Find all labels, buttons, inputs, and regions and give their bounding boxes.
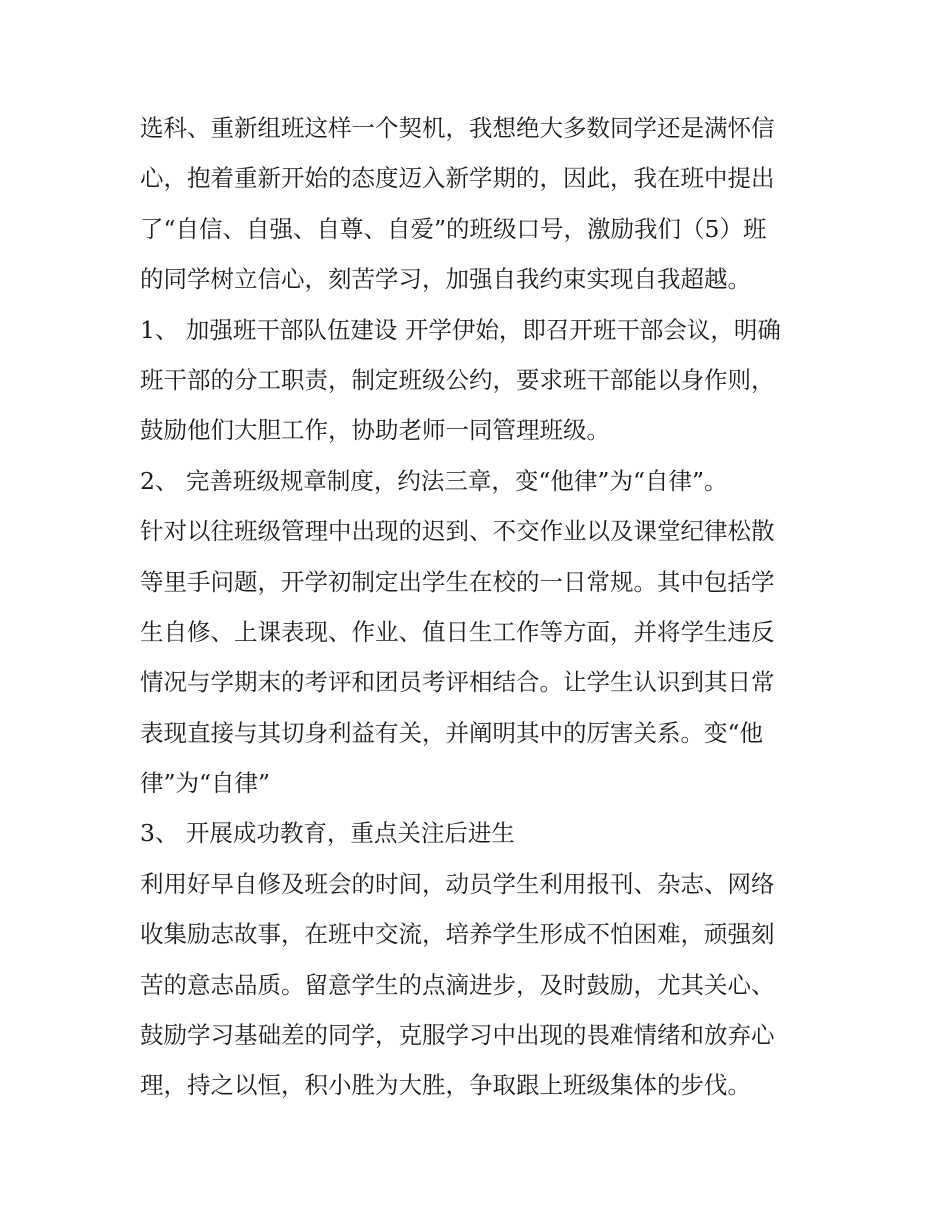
- text-line: 鼓励他们大胆工作，协助老师一同管理班级。: [140, 416, 610, 445]
- text-line: 表现直接与其切身利益有关，并阐明其中的厉害关系。变“他: [140, 718, 764, 747]
- body-text: [140, 103, 830, 1111]
- text-line: 理，持之以恒，积小胜为大胜，争取跟上班级集体的步伐。: [140, 1071, 751, 1100]
- text-line: 选科、重新组班这样一个契机，我想绝大多数同学还是满怀信: [140, 114, 775, 142]
- text-line: 律”为“自律”: [140, 769, 271, 798]
- text-line: 收集励志故事，在班中交流，培养学生形成不怕困难，顽强刻: [140, 920, 775, 949]
- text-line: 等里手问题，开学初制定出学生在校的一日常规。其中包括学: [140, 567, 775, 596]
- list-item-heading-1: 1、 加强班干部队伍建设 开学伊始，即召开班干部会议，明确: [140, 315, 781, 344]
- list-item-heading-3: 3、 开展成功教育，重点关注后进生: [140, 819, 515, 848]
- text-line: 的同学树立信心，刻苦学习，加强自我约束实现自我超越。: [140, 265, 751, 294]
- text-line: 苦的意志品质。留意学生的点滴进步，及时鼓励，尤其关心、: [140, 970, 775, 999]
- text-line: 心，抱着重新开始的态度迈入新学期的，因此，我在班中提出: [140, 164, 775, 193]
- text-line: 情况与学期末的考评和团员考评相结合。让学生认识到其日常: [140, 668, 775, 697]
- text-line: 利用好早自修及班会的时间，动员学生利用报刊、杂志、网络: [140, 869, 775, 898]
- text-line: 针对以往班级管理中出现的迟到、不交作业以及课堂纪律松散: [140, 517, 775, 546]
- text-line: 了“自信、自强、自尊、自爱”的班级口号，激励我们（5）班: [140, 214, 767, 243]
- text-line: 班干部的分工职责，制定班级公约，要求班干部能以身作则，: [140, 365, 775, 394]
- text-line: 鼓励学习基础差的同学，克服学习中出现的畏难情绪和放弃心: [140, 1021, 775, 1050]
- text-line: 生自修、上课表现、作业、值日生工作等方面，并将学生违反: [140, 617, 775, 646]
- list-item-heading-2: 2、 完善班级规章制度，约法三章，变“他律”为“自律”。: [140, 466, 728, 495]
